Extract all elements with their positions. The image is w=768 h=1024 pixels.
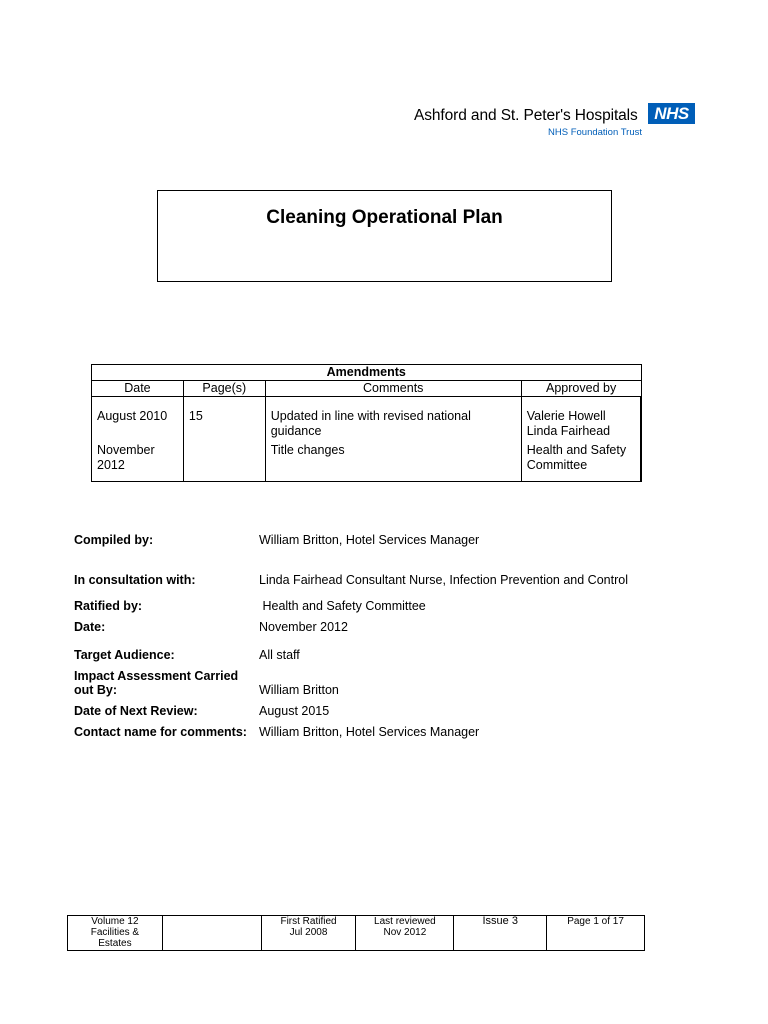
amendments-caption: Amendments — [92, 365, 642, 381]
table-row — [92, 397, 642, 440]
footer-first-ratified — [261, 916, 356, 951]
footer-volume-line: Facilities & — [90, 927, 140, 938]
impact-assessment-value: William Britton — [259, 683, 339, 697]
nhs-logo-badge: NHS — [648, 103, 695, 124]
logo-subtitle: NHS Foundation Trust — [548, 127, 642, 138]
amendment-date: August 2010 — [92, 397, 184, 440]
approver-line: Linda Fairhead — [526, 424, 611, 438]
amendment-comments: Title changes — [265, 439, 521, 482]
contact-label: Contact name for comments: — [74, 725, 247, 739]
amendment-comments: Updated in line with revised national guidance — [265, 397, 521, 440]
footer-volume — [68, 916, 163, 951]
approver-line: Committee — [526, 458, 588, 472]
compiled-by-label: Compiled by: — [74, 533, 154, 547]
impact-assessment-label: Impact Assessment Carried — [74, 669, 239, 683]
consultation-value: Linda Fairhead Consultant Nurse, Infection Prevention and Control — [259, 573, 628, 587]
footer-first-ratified-line: Jul 2008 — [289, 927, 328, 938]
date-value: November 2012 — [259, 620, 348, 634]
footer-volume-line: Estates — [98, 938, 132, 949]
compiled-by-value: William Britton, Hotel Services Manager — [259, 533, 480, 547]
amendment-pages: 15 — [183, 397, 265, 440]
amendment-pages — [183, 439, 265, 482]
logo-trust-name: Ashford and St. Peter's Hospitals — [414, 107, 638, 124]
footer-volume-line: Volume 12 — [91, 916, 139, 927]
column-header-comments: Comments — [265, 381, 521, 397]
footer-first-ratified-line: First Ratified — [280, 916, 337, 927]
date-line: 2012 — [97, 458, 125, 472]
ratified-by-value: Health and Safety Committee — [259, 599, 426, 613]
footer-page-number: Page 1 of 17 — [547, 916, 645, 951]
footer-issue: Issue 3 — [454, 916, 547, 951]
footer-blank-cell — [162, 916, 261, 951]
impact-assessment-label: out By: — [74, 683, 118, 697]
date-label: Date: — [74, 620, 106, 634]
footer-last-reviewed-line: Last reviewed — [374, 916, 436, 927]
amendment-approved-by — [521, 439, 641, 482]
target-audience-value: All staff — [259, 648, 300, 662]
footer-last-reviewed — [356, 916, 454, 951]
amendment-approved-by — [521, 397, 641, 440]
footer-last-reviewed-line: Nov 2012 — [383, 927, 427, 938]
document-title: Cleaning Operational Plan — [266, 207, 503, 228]
ratified-by-label: Ratified by: — [74, 599, 143, 613]
footer-table — [67, 915, 645, 951]
title-box — [157, 190, 612, 282]
date-line: November — [97, 443, 155, 457]
column-header-approved-by: Approved by — [521, 381, 641, 397]
amendment-date — [92, 439, 184, 482]
target-audience-label: Target Audience: — [74, 648, 175, 662]
amendments-table — [91, 364, 642, 482]
consultation-label: In consultation with: — [74, 573, 196, 587]
column-header-pages: Page(s) — [183, 381, 265, 397]
table-row — [92, 439, 642, 482]
approver-line: Health and Safety — [526, 443, 627, 457]
next-review-label: Date of Next Review: — [74, 704, 198, 718]
column-header-date: Date — [92, 381, 184, 397]
contact-value: William Britton, Hotel Services Manager — [259, 725, 480, 739]
approver-line: Valerie Howell — [526, 409, 606, 423]
next-review-value: August 2015 — [259, 704, 330, 718]
